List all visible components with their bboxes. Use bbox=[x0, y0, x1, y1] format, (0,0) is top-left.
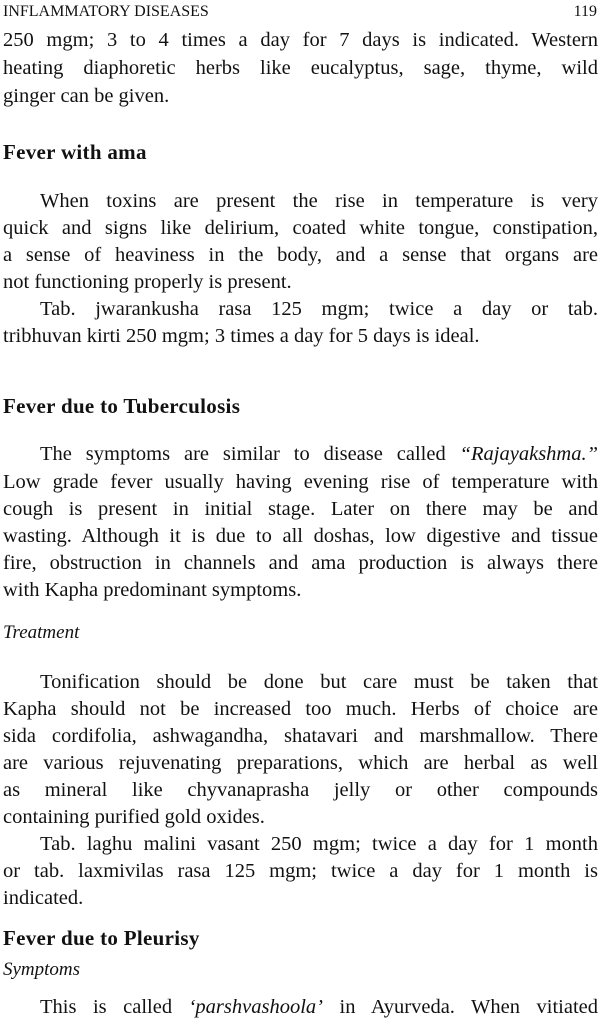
text-line bbox=[40, 995, 598, 1019]
text: in Ayurveda. When vitiated bbox=[323, 996, 598, 1018]
subheading: Treatment bbox=[3, 622, 80, 643]
term-rajayakshma: “Rajayakshma.” bbox=[459, 443, 598, 465]
text-line: 250 mgm; 3 to 4 times a day for 7 days is indicated. Western bbox=[3, 29, 598, 51]
text-line: wasting. Although it is due to all doshas, low digestive and tissue bbox=[3, 525, 598, 547]
text-line: cough is present in initial stage. Later on there may be and bbox=[3, 498, 598, 520]
term-parshvashoola: ‘parshvashoola’ bbox=[188, 996, 323, 1018]
text: The symptoms are similar to disease called bbox=[40, 443, 460, 465]
text-line: fire, obstruction in channels and ama production is always there bbox=[3, 552, 598, 574]
text-line: quick and signs like delirium, coated white tongue, constipation, bbox=[3, 217, 598, 239]
subheading: Symptoms bbox=[3, 959, 81, 980]
text-line: indicated. bbox=[3, 887, 84, 909]
text-line: ginger can be given. bbox=[3, 85, 170, 107]
running-title: INFLAMMATORY DISEASES bbox=[3, 3, 209, 20]
text-line: are various rejuvenating preparations, which are herbal as well bbox=[3, 752, 598, 774]
text-line: not functioning properly is present. bbox=[3, 271, 292, 293]
text-line: Low grade fever usually having evening rise of temperature with bbox=[3, 471, 598, 493]
page-number: 119 bbox=[573, 3, 597, 20]
text-line: Tonification should be done but care must be taken that bbox=[40, 671, 598, 693]
text-line: Tab. laghu malini vasant 250 mgm; twice a day for 1 month bbox=[40, 833, 598, 855]
text-line: containing purified gold oxides. bbox=[3, 806, 265, 828]
text-line: When toxins are present the rise in temperature is very bbox=[40, 190, 598, 212]
text-line: tribhuvan kirti 250 mgm; 3 times a day for 5 days is ideal. bbox=[3, 325, 480, 347]
text-line: a sense of heaviness in the body, and a sense that organs are bbox=[3, 244, 598, 266]
text-line: or tab. laxmivilas rasa 125 mgm; twice a day for 1 month is bbox=[3, 860, 598, 882]
section-heading: Fever due to Tuberculosis bbox=[3, 394, 241, 418]
text-line bbox=[40, 442, 598, 466]
section-heading: Fever due to Pleurisy bbox=[3, 926, 200, 950]
text-line: as mineral like chyvanaprasha jelly or other compounds bbox=[3, 779, 598, 801]
text-line: Kapha should not be increased too much. Herbs of choice are bbox=[3, 698, 598, 720]
text-line: sida cordifolia, ashwagandha, shatavari and marshmallow. There bbox=[3, 725, 598, 747]
text-line: with Kapha predominant symptoms. bbox=[3, 579, 302, 601]
text-line: Tab. jwarankusha rasa 125 mgm; twice a day or tab. bbox=[40, 298, 598, 320]
text: This is called bbox=[40, 996, 189, 1018]
text-line: heating diaphoretic herbs like eucalyptus, sage, thyme, wild bbox=[3, 57, 598, 79]
section-heading: Fever with ama bbox=[3, 140, 147, 164]
